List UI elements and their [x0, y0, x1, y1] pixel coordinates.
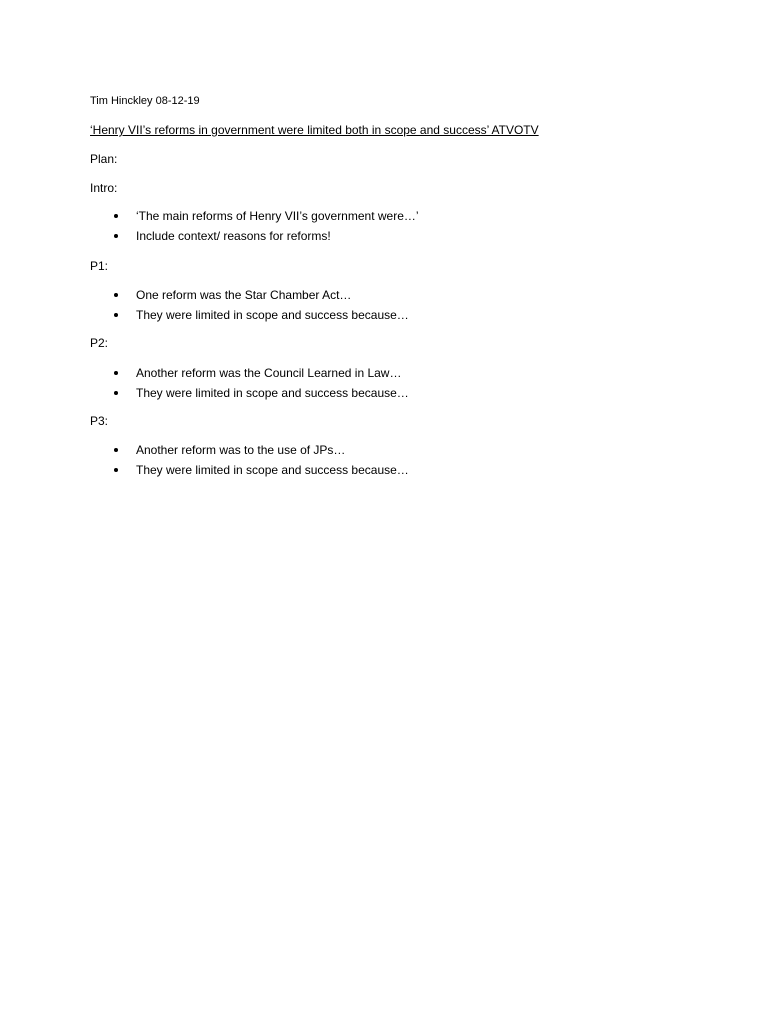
bullet-text: They were limited in scope and success because…: [136, 308, 409, 322]
bullet-text: Include context/ reasons for reforms!: [136, 229, 331, 243]
bullet-icon: [114, 214, 118, 218]
bullet-text: They were limited in scope and success because…: [136, 463, 409, 477]
bullet-icon: [114, 234, 118, 238]
bullet-text: ‘The main reforms of Henry VII’s government were…’: [136, 209, 419, 223]
bullet-icon: [114, 468, 118, 472]
bullet-icon: [114, 391, 118, 395]
bullet-text: Another reform was the Council Learned in Law…: [136, 366, 402, 380]
section-heading-p2: P2:: [90, 336, 109, 350]
bullet-icon: [114, 293, 118, 297]
section-heading-p1: P1:: [90, 259, 109, 273]
author-date-line: Tim Hinckley 08-12-19: [90, 95, 200, 107]
bullet-icon: [114, 313, 118, 317]
bullet-icon: [114, 448, 118, 452]
plan-heading: Plan:: [90, 152, 118, 166]
section-heading-intro: Intro:: [90, 181, 118, 195]
essay-title: ‘Henry VII’s reforms in government were limited both in scope and success’ ATVOTV: [90, 123, 539, 137]
section-heading-p3: P3:: [90, 414, 109, 428]
bullet-text: Another reform was to the use of JPs…: [136, 443, 346, 457]
bullet-text: One reform was the Star Chamber Act…: [136, 288, 352, 302]
bullet-text: They were limited in scope and success because…: [136, 386, 409, 400]
bullet-icon: [114, 371, 118, 375]
